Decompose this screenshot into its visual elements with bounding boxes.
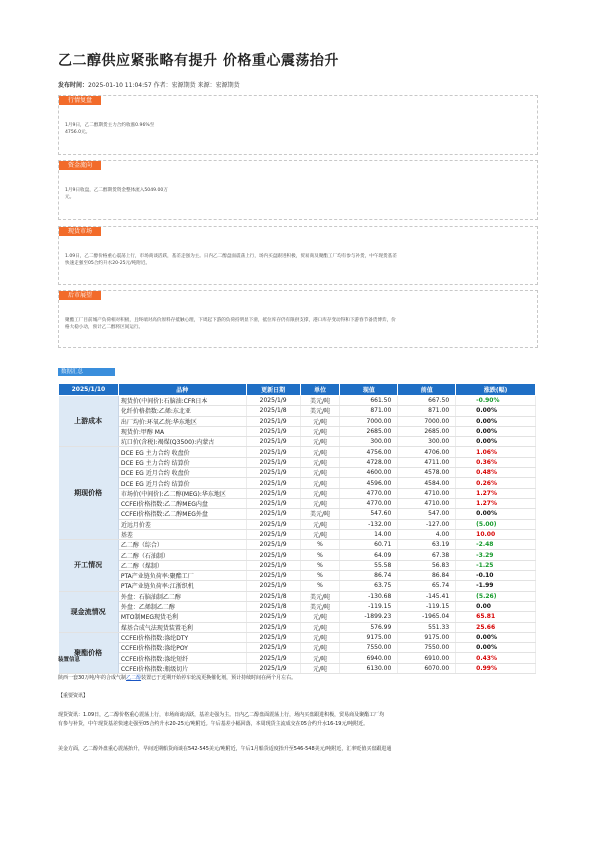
cell-name: 现货价(中间价):石脑油:CFR日本	[118, 396, 246, 406]
cell-unit: 美元/吨	[300, 406, 340, 416]
cell-date: 2025/1/9	[246, 447, 300, 457]
section-line: 1.09日，乙二醇价格重心震荡上行，市场商谈活跃，基差走强为主。日内乙二醇盘面震荡上行，场内买盘跟进积极，贸易商及聚酯工厂均有参与补货，中午现货基差	[65, 254, 397, 259]
device-info-text	[58, 674, 536, 683]
table-row	[59, 406, 536, 416]
cell-chg: 0.00%	[456, 643, 536, 653]
article-meta	[58, 80, 240, 89]
cell-unit: 美元/吨	[300, 601, 340, 611]
cell-date: 2025/1/8	[246, 406, 300, 416]
cell-date: 2025/1/9	[246, 663, 300, 673]
header-date: 2025/1/10	[59, 384, 119, 396]
meta-label: 发布时间：	[58, 82, 89, 89]
cell-chg: 0.00%	[456, 509, 536, 519]
cell-unit: 元/吨	[300, 437, 340, 447]
cell-prev: 6910.00	[398, 653, 456, 663]
cell-prev: 4706.00	[398, 447, 456, 457]
cell-name: CCFEI价格指数:涤纶DTY	[118, 632, 246, 642]
section-line: 格大稳小动，预计乙二醇将区间运行。	[65, 325, 144, 330]
cell-unit: %	[300, 550, 340, 560]
cell-date: 2025/1/8	[246, 591, 300, 601]
cell-date: 2025/1/9	[246, 653, 300, 663]
cell-prev: 667.50	[398, 396, 456, 406]
cell-cur: 6940.00	[340, 653, 398, 663]
section-fund-flow	[58, 160, 538, 220]
header-variety: 品种	[118, 384, 246, 396]
cell-chg: 0.26%	[456, 478, 536, 488]
cell-prev: 871.00	[398, 406, 456, 416]
table-row	[59, 571, 536, 581]
cell-name: 基差	[118, 529, 246, 539]
news-paragraph-2: 美金方面，乙二醇外盘重心震荡抬升，早间近期船货商谈在542-545美元/吨附近，午后1月船货适度抬升至546-548美元/吨附近，汇率贬值买盘跟进通	[58, 746, 392, 752]
cell-cur: 576.99	[340, 622, 398, 632]
table-row	[59, 560, 536, 570]
cell-unit: 元/吨	[300, 529, 340, 539]
cell-name: DCE EG 主力合约 收盘价	[118, 447, 246, 457]
cell-chg: -3.29	[456, 550, 536, 560]
table-row	[59, 540, 536, 550]
cell-cur: 4756.00	[340, 447, 398, 457]
cell-date: 2025/1/9	[246, 396, 300, 406]
cell-date: 2025/1/9	[246, 571, 300, 581]
table-row	[59, 468, 536, 478]
meg-link[interactable]: 乙二醇	[126, 675, 142, 681]
cell-name: CCFEI价格指数:涤纶POY	[118, 643, 246, 653]
cell-unit: 元/吨	[300, 426, 340, 436]
cell-name: CCFEI价格指数:乙二醇MEG内盘	[118, 498, 246, 508]
table-row	[59, 519, 536, 529]
cell-unit: 美元/吨	[300, 396, 340, 406]
cell-unit: 元/吨	[300, 653, 340, 663]
cell-name: DCE EG 近月合约 结算价	[118, 478, 246, 488]
header-unit: 单位	[300, 384, 340, 396]
cell-cur: 4600.00	[340, 468, 398, 478]
cell-chg: 0.43%	[456, 653, 536, 663]
cell-prev: -1965.04	[398, 612, 456, 622]
section-line: 元。	[65, 195, 75, 200]
meta-source: 来源：宏源期货	[195, 82, 240, 89]
cell-prev: 4710.00	[398, 498, 456, 508]
table-row	[59, 643, 536, 653]
cell-cur: 2685.00	[340, 426, 398, 436]
cell-date: 2025/1/9	[246, 612, 300, 622]
section-market-review	[58, 95, 538, 155]
cell-unit: %	[300, 581, 340, 591]
table-row	[59, 622, 536, 632]
meta-date: 2025-01-10 11:04:57	[88, 82, 152, 89]
cell-cur: 9175.00	[340, 632, 398, 642]
cell-unit: 元/吨	[300, 416, 340, 426]
cell-chg: 0.99%	[456, 663, 536, 673]
cell-name: 化纤价格指数:乙烯:东北亚	[118, 406, 246, 416]
group-label: 上游成本	[59, 396, 119, 447]
cell-unit: 元/吨	[300, 643, 340, 653]
cell-chg: 0.00	[456, 601, 536, 611]
cell-name: PTA产业链负荷率:聚酯工厂	[118, 571, 246, 581]
cell-cur: 4728.00	[340, 457, 398, 467]
cell-chg: 1.27%	[456, 488, 536, 498]
cell-unit: %	[300, 571, 340, 581]
cell-prev: 4584.00	[398, 478, 456, 488]
cell-chg: (5.26)	[456, 591, 536, 601]
device-info-post: 装置已于近期开始停车轮流更换催化剂，预计持续时间在两个月左右。	[141, 675, 297, 681]
cell-cur: 4596.00	[340, 478, 398, 488]
cell-cur: 4770.00	[340, 498, 398, 508]
cell-cur: 547.60	[340, 509, 398, 519]
cell-chg: 1.27%	[456, 498, 536, 508]
section-line: 1月9日，乙二醇期货主力合约收涨0.96%至	[65, 123, 155, 128]
cell-date: 2025/1/9	[246, 468, 300, 478]
cell-unit: %	[300, 540, 340, 550]
section-body	[65, 122, 154, 136]
cell-chg: 1.06%	[456, 447, 536, 457]
cell-chg: 0.36%	[456, 457, 536, 467]
cell-prev: -119.15	[398, 601, 456, 611]
group-label: 现金流情况	[59, 591, 119, 632]
cell-cur: 7000.00	[340, 416, 398, 426]
cell-prev: 65.74	[398, 581, 456, 591]
cell-prev: 2685.00	[398, 426, 456, 436]
cell-cur: 7550.00	[340, 643, 398, 653]
cell-unit: 元/吨	[300, 612, 340, 622]
cell-date: 2025/1/9	[246, 622, 300, 632]
cell-prev: 86.84	[398, 571, 456, 581]
cell-chg: 0.48%	[456, 468, 536, 478]
cell-prev: 67.38	[398, 550, 456, 560]
section-spot-market	[58, 226, 538, 285]
cell-name: PTA产业链负荷率:江浙织机	[118, 581, 246, 591]
cell-unit: 元/吨	[300, 622, 340, 632]
section-body	[65, 317, 396, 331]
cell-date: 2025/1/9	[246, 416, 300, 426]
cell-unit: 元/吨	[300, 468, 340, 478]
section-body	[65, 187, 168, 201]
cell-cur: 300.00	[340, 437, 398, 447]
cell-date: 2025/1/9	[246, 540, 300, 550]
cell-name: CCFEI价格指数:瓶级切片	[118, 663, 246, 673]
cell-name: 乙二醇（综合）	[118, 540, 246, 550]
news-heading: 【重要资讯】	[58, 693, 89, 699]
section-tag: 后市展望	[59, 291, 101, 300]
cell-unit: 元/吨	[300, 488, 340, 498]
cell-name: 近远月价差	[118, 519, 246, 529]
device-info-pre: 陕西一套30万吨/年的合成气制	[58, 675, 127, 681]
cell-date: 2025/1/9	[246, 581, 300, 591]
cell-cur: 4770.00	[340, 488, 398, 498]
cell-date: 2025/1/8	[246, 601, 300, 611]
cell-name: DCE EG 近月合约 收盘价	[118, 468, 246, 478]
cell-name: 煤基合成气法现货装置毛利	[118, 622, 246, 632]
cell-date: 2025/1/9	[246, 560, 300, 570]
section-tag: 行情复盘	[59, 96, 101, 105]
table-row	[59, 632, 536, 642]
cell-chg: -1.25	[456, 560, 536, 570]
header-update-date: 更新日期	[246, 384, 300, 396]
cell-prev: 4.00	[398, 529, 456, 539]
section-line: 1月9日收盘，乙二醇期货资金整体流入5049.00万	[65, 188, 168, 193]
cell-chg: 0.00%	[456, 437, 536, 447]
section-outlook	[58, 290, 538, 348]
cell-prev: 4710.00	[398, 488, 456, 498]
header-change: 涨跌(幅)	[456, 384, 536, 396]
table-body	[59, 396, 536, 674]
cell-date: 2025/1/9	[246, 488, 300, 498]
cell-name: 乙二醇（石油制）	[118, 550, 246, 560]
cell-cur: 63.75	[340, 581, 398, 591]
cell-prev: 63.19	[398, 540, 456, 550]
cell-unit: 美元/吨	[300, 509, 340, 519]
device-info-heading: 装置信息	[58, 657, 81, 663]
cell-cur: 14.00	[340, 529, 398, 539]
cell-cur: 86.74	[340, 571, 398, 581]
cell-chg: (5.00)	[456, 519, 536, 529]
cell-date: 2025/1/9	[246, 509, 300, 519]
cell-unit: 元/吨	[300, 498, 340, 508]
table-row	[59, 498, 536, 508]
table-header-row	[59, 384, 536, 396]
cell-chg: -1.99	[456, 581, 536, 591]
cell-chg: 65.81	[456, 612, 536, 622]
data-summary-table	[58, 383, 536, 674]
cell-name: MTO制MEG现货毛利	[118, 612, 246, 622]
table-row	[59, 509, 536, 519]
cell-cur: 661.50	[340, 396, 398, 406]
cell-prev: 300.00	[398, 437, 456, 447]
cell-cur: 55.58	[340, 560, 398, 570]
cell-chg: 25.66	[456, 622, 536, 632]
cell-unit: 元/吨	[300, 447, 340, 457]
cell-unit: 美元/吨	[300, 591, 340, 601]
cell-prev: 551.33	[398, 622, 456, 632]
section-line: 快速走强至05合约升水20-25元/吨附近。	[65, 261, 151, 266]
cell-name: DCE EG 主力合约 结算价	[118, 457, 246, 467]
table-row	[59, 550, 536, 560]
cell-unit: 元/吨	[300, 663, 340, 673]
cell-name: 坑口价(含税):褐煤(Q3500):内蒙古	[118, 437, 246, 447]
section-line: 4756.0元。	[65, 130, 91, 135]
cell-date: 2025/1/9	[246, 529, 300, 539]
cell-chg: -0.10	[456, 571, 536, 581]
cell-chg: 0.00%	[456, 406, 536, 416]
cell-name: CCFEI价格指数:乙二醇MEG外盘	[118, 509, 246, 519]
cell-date: 2025/1/9	[246, 457, 300, 467]
cell-date: 2025/1/9	[246, 632, 300, 642]
cell-chg: -2.48	[456, 540, 536, 550]
cell-cur: 871.00	[340, 406, 398, 416]
cell-date: 2025/1/9	[246, 550, 300, 560]
cell-cur: 6130.00	[340, 663, 398, 673]
group-label: 期现价格	[59, 447, 119, 540]
cell-prev: 7000.00	[398, 416, 456, 426]
table-row	[59, 612, 536, 622]
data-summary-tag: 数据汇总	[58, 368, 115, 376]
article-title: 乙二醇供应紧张略有提升 价格重心震荡抬升	[58, 53, 339, 69]
table-row	[59, 426, 536, 436]
cell-name: 外盘：石脑油制乙二醇	[118, 591, 246, 601]
cell-unit: 元/吨	[300, 519, 340, 529]
cell-cur: 60.71	[340, 540, 398, 550]
group-label: 聚酯价格	[59, 632, 119, 673]
cell-unit: 元/吨	[300, 632, 340, 642]
table-row	[59, 416, 536, 426]
cell-name: 出厂均价:环氧乙烷:华东地区	[118, 416, 246, 426]
cell-prev: 4578.00	[398, 468, 456, 478]
cell-cur: -1899.23	[340, 612, 398, 622]
cell-unit: 元/吨	[300, 478, 340, 488]
cell-prev: 56.83	[398, 560, 456, 570]
cell-cur: 64.09	[340, 550, 398, 560]
cell-name: 市场价(中间价):乙二醇(MEG):华东地区	[118, 488, 246, 498]
table-row	[59, 529, 536, 539]
table-row	[59, 396, 536, 406]
section-body	[65, 253, 397, 267]
cell-date: 2025/1/9	[246, 478, 300, 488]
cell-name: 乙二醇（煤制）	[118, 560, 246, 570]
section-line: 聚酯工厂目前城产负荷相对积极，且终端对高价原料存抵触心理，下周起下游的负荷持明显下滑，抵位库存仍有限供支撑，港口库存变动得和下游春节备货博弈，价	[65, 318, 396, 323]
cell-prev: -127.00	[398, 519, 456, 529]
cell-chg: 0.00%	[456, 426, 536, 436]
cell-prev: 4711.00	[398, 457, 456, 467]
cell-date: 2025/1/9	[246, 426, 300, 436]
cell-name: 外盘：乙烯制乙二醇	[118, 601, 246, 611]
cell-prev: 6070.00	[398, 663, 456, 673]
cell-chg: 0.00%	[456, 416, 536, 426]
cell-date: 2025/1/9	[246, 437, 300, 447]
cell-cur: -130.68	[340, 591, 398, 601]
cell-prev: -145.41	[398, 591, 456, 601]
section-tag: 现货市场	[59, 227, 101, 236]
section-tag: 资金流向	[59, 161, 101, 170]
cell-prev: 7550.00	[398, 643, 456, 653]
group-label: 开工情况	[59, 540, 119, 591]
cell-unit: %	[300, 560, 340, 570]
cell-name: 现货价:甲醇 MA	[118, 426, 246, 436]
cell-date: 2025/1/9	[246, 498, 300, 508]
header-current: 现值	[340, 384, 398, 396]
cell-cur: -132.00	[340, 519, 398, 529]
table-row	[59, 457, 536, 467]
table-row	[59, 478, 536, 488]
cell-name: CCFEI价格指数:涤纶短纤	[118, 653, 246, 663]
cell-unit: 元/吨	[300, 457, 340, 467]
cell-chg: 0.00%	[456, 632, 536, 642]
table-row	[59, 488, 536, 498]
table-row	[59, 437, 536, 447]
cell-date: 2025/1/9	[246, 519, 300, 529]
table-row	[59, 581, 536, 591]
cell-cur: -119.15	[340, 601, 398, 611]
meta-author: 作者：宏源期货	[151, 82, 196, 89]
header-previous: 前值	[398, 384, 456, 396]
cell-date: 2025/1/9	[246, 643, 300, 653]
cell-chg: -0.90%	[456, 396, 536, 406]
news-line: 有参与补货，中午现货基差快速走强至05合约升水20-25元/吨附近。午后基差小幅回落，本周现货主流成交在05合约升水16-19元/吨附近。	[58, 721, 369, 727]
table-row	[59, 591, 536, 601]
cell-prev: 547.00	[398, 509, 456, 519]
cell-prev: 9175.00	[398, 632, 456, 642]
table-row	[59, 601, 536, 611]
news-line: 现货资讯：1.09日，乙二醇价格重心震荡上行，市场商谈活跃，基差走强为主。日内乙二醇盘面震荡上行，场内买盘跟进积极，贸易商及聚酯工厂均	[58, 712, 385, 718]
cell-chg: 10.00	[456, 529, 536, 539]
table-row	[59, 447, 536, 457]
news-paragraph-1	[58, 711, 536, 729]
